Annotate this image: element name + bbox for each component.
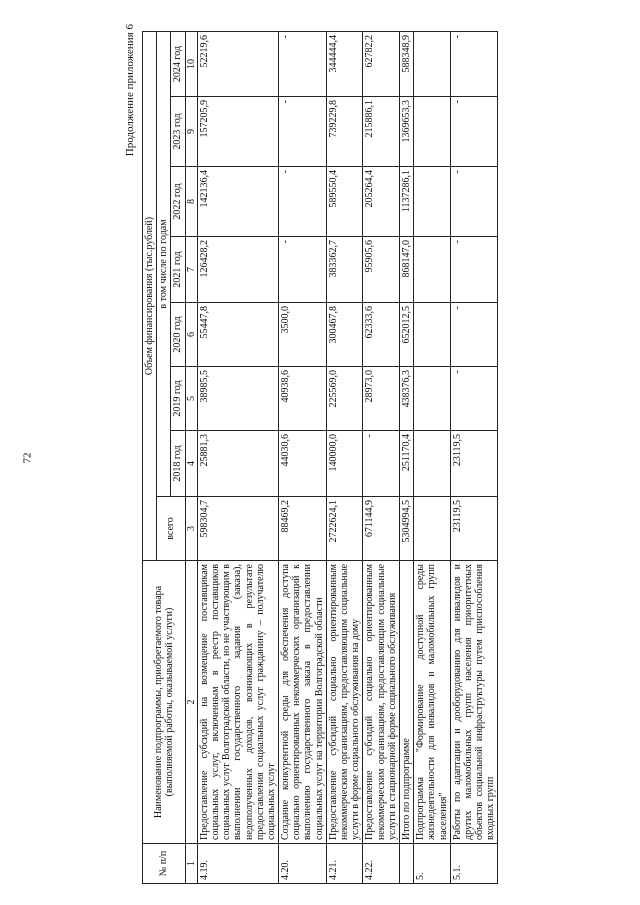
column-index: 2 — [185, 561, 197, 844]
document-sheet — [124, 24, 624, 884]
year-value — [414, 167, 451, 237]
year-value: 215886,1 — [363, 97, 400, 167]
year-value: 52219,6 — [197, 31, 278, 96]
row-name: Итого по подпрограмме — [399, 561, 413, 844]
year-value: 1137286,1 — [399, 167, 413, 237]
table-row — [450, 31, 498, 883]
year-value: - — [279, 237, 327, 303]
year-value: - — [450, 237, 498, 303]
year-value — [414, 97, 451, 167]
column-index: 10 — [185, 31, 197, 96]
header-funding: Объем финансирования (тыс.рублей) — [143, 31, 157, 560]
year-value: 344444,4 — [326, 31, 363, 96]
year-value: 62333,6 — [363, 303, 400, 367]
year-value: - — [279, 167, 327, 237]
row-name: Предоставление субсидий социально ориентированным некоммерческим организациям, предоставляющим социальные услуги в форме социального обслуживания на дому — [326, 561, 363, 844]
column-index: 6 — [185, 303, 197, 367]
header-total: всего — [157, 497, 185, 561]
header-year: 2020 год — [171, 303, 185, 367]
year-value: 140000,0 — [326, 431, 363, 497]
column-index: 7 — [185, 237, 197, 303]
row-number: 4.21. — [326, 844, 363, 884]
year-value: 142136,4 — [197, 167, 278, 237]
year-value: 383362,7 — [326, 237, 363, 303]
total-value: 598304,7 — [197, 497, 278, 561]
year-value: 300467,8 — [326, 303, 363, 367]
year-value: - — [450, 31, 498, 96]
row-number: 4.20. — [279, 844, 327, 884]
year-value: - — [450, 97, 498, 167]
year-value — [414, 237, 451, 303]
year-value: 126428,2 — [197, 237, 278, 303]
column-index: 9 — [185, 97, 197, 167]
total-value: 5304994,5 — [399, 497, 413, 561]
row-name: Предоставление субсидий на возмещение поставщикам социальных услуг, включенным в реестр поставщиков социальных услуг Волгоградской области, но не участвующим в выполнении государственного задания (заказа), недополученных доходов, возникающих в результате предоставления социальных услуг гражданину – получателю социальных услуг — [197, 561, 278, 844]
table-row — [414, 31, 451, 883]
column-index: 4 — [185, 431, 197, 497]
year-value: 3500,0 — [279, 303, 327, 367]
header-year: 2022 год — [171, 167, 185, 237]
year-value: - — [279, 31, 327, 96]
row-number: 4.19. — [197, 844, 278, 884]
year-value — [414, 431, 451, 497]
year-value: - — [363, 431, 400, 497]
year-value — [414, 367, 451, 431]
column-index: 8 — [185, 167, 197, 237]
year-value: 589550,4 — [326, 167, 363, 237]
total-value: 2722624,1 — [326, 497, 363, 561]
column-index: 1 — [185, 844, 197, 884]
year-value: 251170,4 — [399, 431, 413, 497]
year-value: 739229,8 — [326, 97, 363, 167]
year-value: 28973,0 — [363, 367, 400, 431]
header-year: 2023 год — [171, 97, 185, 167]
year-value: 225569,0 — [326, 367, 363, 431]
row-number: 5.1. — [450, 844, 498, 884]
header-by-years: в том числе по годам — [157, 31, 171, 496]
row-number — [399, 844, 413, 884]
total-value: 671144,9 — [363, 497, 400, 561]
year-value: - — [450, 167, 498, 237]
year-value: - — [450, 303, 498, 367]
year-value: 55447,8 — [197, 303, 278, 367]
header-no: № п/п — [143, 844, 186, 884]
table-row — [326, 31, 363, 883]
year-value: 25881,3 — [197, 431, 278, 497]
year-value: 438376,3 — [399, 367, 413, 431]
row-name: Подпрограмма "Формирование доступной среды жизнедеятельности для инвалидов и маломобильных групп населения" — [414, 561, 451, 844]
row-name: Создание конкурентной среды для обеспечения доступа социально ориентированных некоммерческих организаций к выполнению государственного заказа в предоставлении социальных услуг на территории Волгоградской области — [279, 561, 327, 844]
row-number: 4.22. — [363, 844, 400, 884]
page-number: 72 — [21, 452, 34, 464]
total-value — [414, 497, 451, 561]
year-value: 44030,6 — [279, 431, 327, 497]
header-year: 2019 год — [171, 367, 185, 431]
header-year: 2024 год — [171, 31, 185, 96]
total-value: 88469,2 — [279, 497, 327, 561]
continuation-caption: Продолжение приложения 6 — [124, 24, 136, 157]
row-name: Работы по адаптации и дооборудованию для инвалидов и других маломобильных групп населения приоритетных объектов социальной инфраструктуры путем приспособления входных групп — [450, 561, 498, 844]
table-row — [197, 31, 278, 883]
year-value: - — [450, 367, 498, 431]
funding-table — [142, 31, 498, 884]
year-value: 205264,4 — [363, 167, 400, 237]
row-number: 5. — [414, 844, 451, 884]
year-value: 23119,5 — [450, 431, 498, 497]
column-index: 5 — [185, 367, 197, 431]
year-value: 62782,2 — [363, 31, 400, 96]
header-name: Наименование подпрограммы, приобретаемого товара (выполняемой работы, оказываемой услуги) — [143, 561, 186, 844]
year-value: 588348,9 — [399, 31, 413, 96]
table-row — [363, 31, 400, 883]
year-value: 157205,9 — [197, 97, 278, 167]
header-year: 2021 год — [171, 237, 185, 303]
year-value: 38985,5 — [197, 367, 278, 431]
table-row — [279, 31, 327, 883]
year-value: 95905,6 — [363, 237, 400, 303]
total-value: 23119,5 — [450, 497, 498, 561]
year-value: 652012,5 — [399, 303, 413, 367]
table-row — [399, 31, 413, 883]
year-value — [414, 31, 451, 96]
header-year: 2018 год — [171, 431, 185, 497]
year-value: 40938,6 — [279, 367, 327, 431]
year-value — [414, 303, 451, 367]
row-name: Предоставление субсидий социально ориентированным некоммерческим организациям, предоставляющим социальные услуги в стационарной форме социального обслуживания — [363, 561, 400, 844]
year-value: - — [279, 97, 327, 167]
year-value: 868147,0 — [399, 237, 413, 303]
year-value: 1369653,3 — [399, 97, 413, 167]
column-index: 3 — [185, 497, 197, 561]
